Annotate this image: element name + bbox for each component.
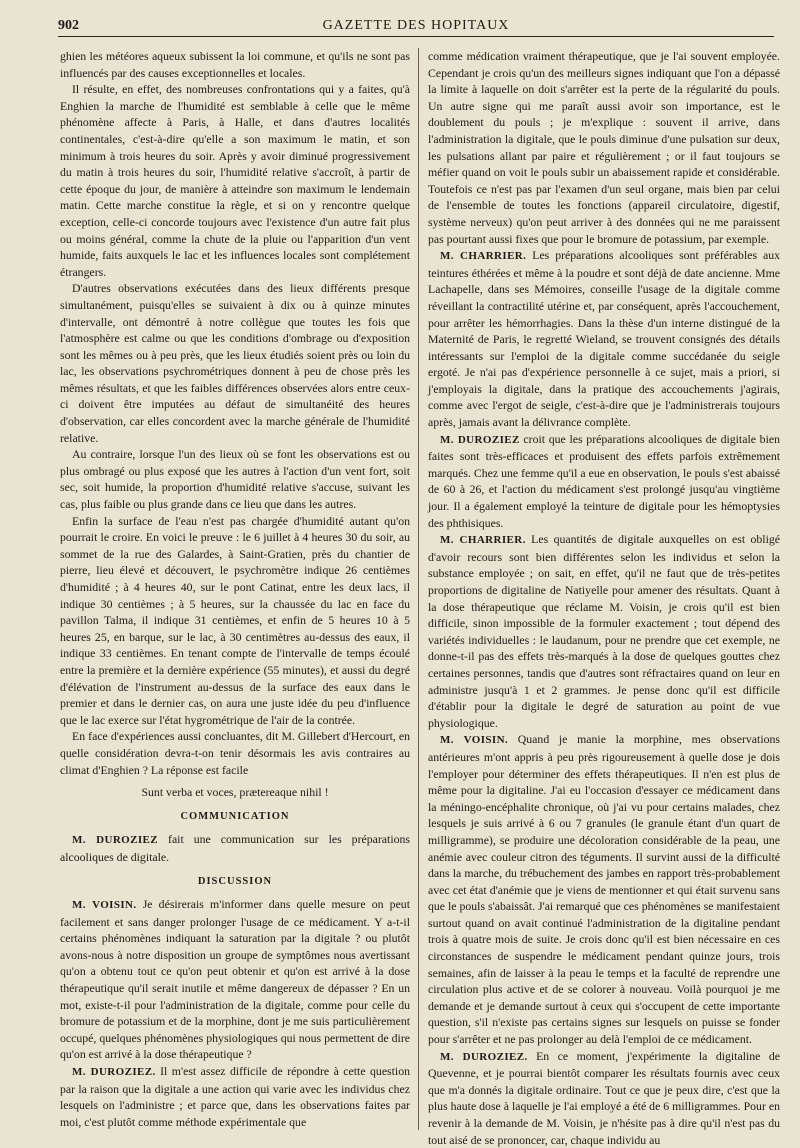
speech-text: Quand je manie la morphine, mes observations antérieures m'ont appris à peu près rigoureusement à quelle dose je dois l'employer pour déterminer des effets thérapeutiques. Il n'en est plus de même pour la digitaline. J'ai eu l'occasion d'essayer ce médicament dans la méningo-encéphalite chronique, où j'ai vu pour certains malades, chez lesquels je suis arrivé à 6 ou 7 granules (le granule étant d'un quart de milligramme), se produire une décoloration considérable de la peau, une anémie avec couleur citron des téguments. Il survint aussi de la difficulté dans la marche, du trébuchement des jambes en rapport très-probablement avec cet état d'anémie que je viens de mentionner et qui était survenu sans que le pouls s'abaissât. J'ai remarqué que ces phénomènes se manifestaient surtout quand on avait continué l'administration de la digitaline pendant trois à quatre mois de suite. Je crois donc qu'il est bien nécessaire en ces circonstances de suspendre le médicament pendant quinze jours, trois semaines, afin de laisser à la peau le temps et la faculté de reprendre une circulation plus active et de se colorer à nouveau. Voilà pourquoi je me demande et je demande surtout à ceux qui s'occupent de cette importante question, s'il n'existe pas certains signes sur lesquels on puisse se fonder pour s'arrêter et ne pas prolonger au delà l'emploi de ce médicament. [428, 732, 780, 1047]
speaker-name: M. DUROZIEZ [440, 433, 520, 446]
paragraph: D'autres observations exécutées dans des lieux différents presque simultanément, puisqu'elles se suivaient à dix ou à quinze minutes d'intervalle, ont démontré à notre collègue que toutes les fois que l'atmosphère est calme ou que les conditions d'ombrage ou d'exposition sont les mêmes ou à peu près, que les lieux étudiés soient près ou loin du lac, les observations psychrométriques donnent à peu de chose près les mêmes résultats, et que les faibles différences observées alors entre ceux-ci doivent être imputées au défaut de simultanéité des heures d'observation, car elles concordent avec la marche générale de l'humidité relative. [60, 281, 410, 445]
speech-text: fait une communication sur les préparations alcooliques de digitale. [60, 832, 410, 864]
column-divider [418, 48, 419, 1130]
speaker-name: M. DUROZIEZ. [72, 1066, 156, 1079]
speech-text: croit que les préparations alcooliques de digitale bien faites sont très-efficaces et produisent des effets parfois extrêmement marqués. Chez une femme qu'il a eue en observation, le pouls s'est abaissé de 60 à 26, et l'action du médicament s'est prolongé jusqu'au vingtième jour. Il a également employé la teinture de digitale pour les hémoptysies des phthisiques. [428, 431, 780, 530]
paragraph: ghien les météores aqueux subissent la loi commune, et qu'ils ne sont pas influencés par des causes exceptionnelles et locales. [60, 49, 410, 80]
paragraph: Enfin la surface de l'eau n'est pas chargée d'humidité autant qu'on pourrait le croire. En voici le preuve : le 6 juillet à 4 heures 30 du soir, au sommet de la rue des Galardes, à Saint-Gratien, près du chantier de pierre, lieu élevé et découvert, le psychromètre indique 26 centièmes d'humidité ; à 4 heures 40, sur le pont Catinat, entre les deux lacs, il indique 30 centièmes ; à 5 heures, sur la chaussée du lac en face du pavillon Talma, il indique 31 centièmes, et enfin de 5 heures 10 à 5 heures 25, en barque, sur le lac, à 30 centimètres au-dessus des eaux, il indique 33 centièmes. En tenant compte de l'intervalle de temps écoulé entre la première et la dernière expérience (55 minutes), et aussi du degré d'élévation de l'instrument au-dessus de la surface des eaux dans le premier et dans le dernier cas, on aura une juste idée du peu d'influence que le lac exerce sur l'état hygrométrique de l'air de la contrée. [60, 513, 410, 727]
speech-text: Il m'est assez difficile de répondre à cette question par la raison que la digitale a une action qui varie avec les individus chez lesquels on l'administre ; et parce que, dans les observations faites par moi, c'est plutôt comme méthode expérimentale que [60, 1064, 410, 1129]
speech-paragraph [60, 896, 410, 1063]
speech-paragraph [60, 1063, 410, 1130]
paragraph: En face d'expériences aussi concluantes, dit M. Gillebert d'Hercourt, en quelle considération devra-t-on tenir désormais les avis contraires au climat d'Enghien ? La réponse est facile [60, 729, 410, 777]
communication-paragraph [60, 831, 410, 865]
section-heading-communication: COMMUNICATION [180, 810, 290, 822]
journal-title: GAZETTE DES HOPITAUX [322, 18, 510, 33]
speaker-name: M. DUROZIEZ [72, 834, 159, 847]
speaker-name: M. DUROZIEZ. [440, 1050, 528, 1063]
speaker-name: M. CHARRIER. [440, 534, 526, 547]
speech-paragraph [428, 1048, 780, 1148]
speech-text: Les préparations alcooliques sont préférables aux teintures éthérées et même à la poudre et sont déjà de date ancienne. Mme Lachapelle, dans ses Mémoires, conseille l'usage de la digitale comme réveillant la contractilité utérine et, par conséquent, après l'accouchement, pour arrêter les hémorrhagies. Dans la thèse d'un interne distingué de la Maternité de Paris, le regretté Wieland, se trouvent consignés des détails intéressants sur l'emploi de la digitale comme succédanée du seigle ergoté. Je n'ai pas d'expérience personnelle à ce sujet, mais a priori, si j'employais la digitale, dans la pratique des accouchements j'agirais, comme avec l'ergot de seigle, c'est-à-dire que je l'administrerais toujours après, jamais avant la délivrance complète. [428, 248, 781, 430]
speech-text: Les quantités de digitale auxquelles on est obligé d'avoir recours sont bien différentes selon les individus et selon la substance employée ; on sait, en effet, qu'il ne faut que de très-petites proportions de digitaline de Natiyelle pour amener des résultats. Quant à la dose thérapeutique que réclame M. Voisin, je crois qu'il est bien difficile, sinon impossible de la formuler exactement ; tout dépend des variétés individuelles : le laudanum, pour ne prendre que cet exemple, ne donne-t-il pas des effets très-marqués à la dose de quelques gouttes chez certaines personnes, tandis que d'autres sont réfractaires quand on leur en administre jusqu'à 1 et 2 grammes. Je pense donc qu'il est difficile d'établir pour la digitale le degré de saturation au point de vue physiologique. [428, 532, 780, 730]
speech-text: En ce moment, j'expérimente la digitaline de Quevenne, et je pourrai bientôt comparer les résultats fournis avec ceux que m'a donnés la digitale ordinaire. Tout ce que je peux dire, c'est que la plus haute dose à laquelle je l'ai employé a été de 6 milligrammes. Pour en revenir à la demande de M. Voisin, je n'hésite pas à dire qu'il n'est pas du tout aisé de se prononcer, car, chaque individu au [428, 1048, 780, 1147]
speaker-name: M. VOISIN. [440, 734, 509, 747]
right-column [428, 48, 781, 1147]
speaker-name: M. VOISIN. [72, 899, 137, 912]
page-number: 902 [58, 18, 79, 33]
paragraph: Au contraire, lorsque l'un des lieux où se font les observations est ou plus ombragé ou plus exposé que les autres à l'action d'un vent fort, soit sec, soit humide, la proportion d'humidité relative s'accuse, suivant les cas, plus faible ou plus grande dans ce lieu que dans les autres. [60, 447, 410, 512]
paragraph: Il résulte, en effet, des nombreuses confrontations qui y a faites, qu'à Enghien la marche de l'humidité est semblable à celle que le même phénomène affecte à Paris, à Halle, et dans d'autres localités continentales, c'est-à-dire qu'elle a son maximum le matin, et son minimum à trois heures du soir. Après y avoir diminué progressivement du matin à trois heures du soir, l'humidité relative s'accroît, à partir de cette époque du jour, de manière à atteindre son maximum le lendemain matin. Cette marche constitue la règle, et si on y rencontre quelque exception, celle-ci concorde toujours avec l'existence d'un autre fait plus ou moins général, comme la chute de la pluie ou l'apparition d'un vent humide, faits auxquels le lac et les influences locales sont complétement étrangers. [60, 82, 410, 279]
speaker-name: M. CHARRIER. [440, 250, 527, 263]
speech-paragraph [428, 531, 780, 731]
left-column [60, 48, 410, 1130]
speech-paragraph [428, 731, 780, 1047]
page-header [58, 14, 774, 37]
speech-paragraph [428, 431, 780, 532]
paragraph: comme médication vraiment thérapeutique, que je l'ai souvent employée. Cependant je crois qu'un des meilleurs signes indiquant que l'on a dépassé la limite à laquelle on doit s'arrêter est la perte de la régularité du pouls. Un autre signe qui me paraît aussi avoir son importance, est le doublement du pouls ; je m'explique : souvent il arrive, dans l'administration la digitale, que le pouls diminue d'une pulsation sur deux, les pulsations allant par paire et régulièrement ; or il faut toujours se méfier quand on voit le pouls subir un abaissement rapide et considérable. Toutefois ce n'est pas par l'examen d'un seul organe, mais bien par celui de l'ensemble de toutes les fonctions (appareil circulatoire, digestif, système nerveux) qu'on peut arriver à des données qui ne me paraissent pas pourtant aussi fixes que pour le bromure de potassium, par exemple. [428, 49, 780, 246]
section-heading-discussion: DISCUSSION [197, 875, 273, 887]
speech-paragraph [428, 247, 780, 431]
latin-quote: Sunt verba et voces, prætereaque nihil ! [141, 785, 329, 800]
speech-text: Je désirerais m'informer dans quelle mesure on peut facilement et sans danger prolonger l'usage de ce médicament. Y a-t-il certains phénomènes indiquant la saturation par la digitale ? ou plutôt avons-nous à notre disposition un groupe de symptômes nous avertissant qu'on a obtenu tout ce qu'on peut obtenir et qu'on est arrivé à la dose thérapeutique qu'il serait inutile et même dangereux de dépasser ? En un mot, existe-t-il pour l'administration de la digitale, comme pour celle du bromure de potassium et de la morphine, dont je me suis particulièrement occupé, quelques phénomènes physiologiques qui nous permettent de dire qu'on est arrivé à la dose thérapeutique ? [60, 897, 410, 1062]
